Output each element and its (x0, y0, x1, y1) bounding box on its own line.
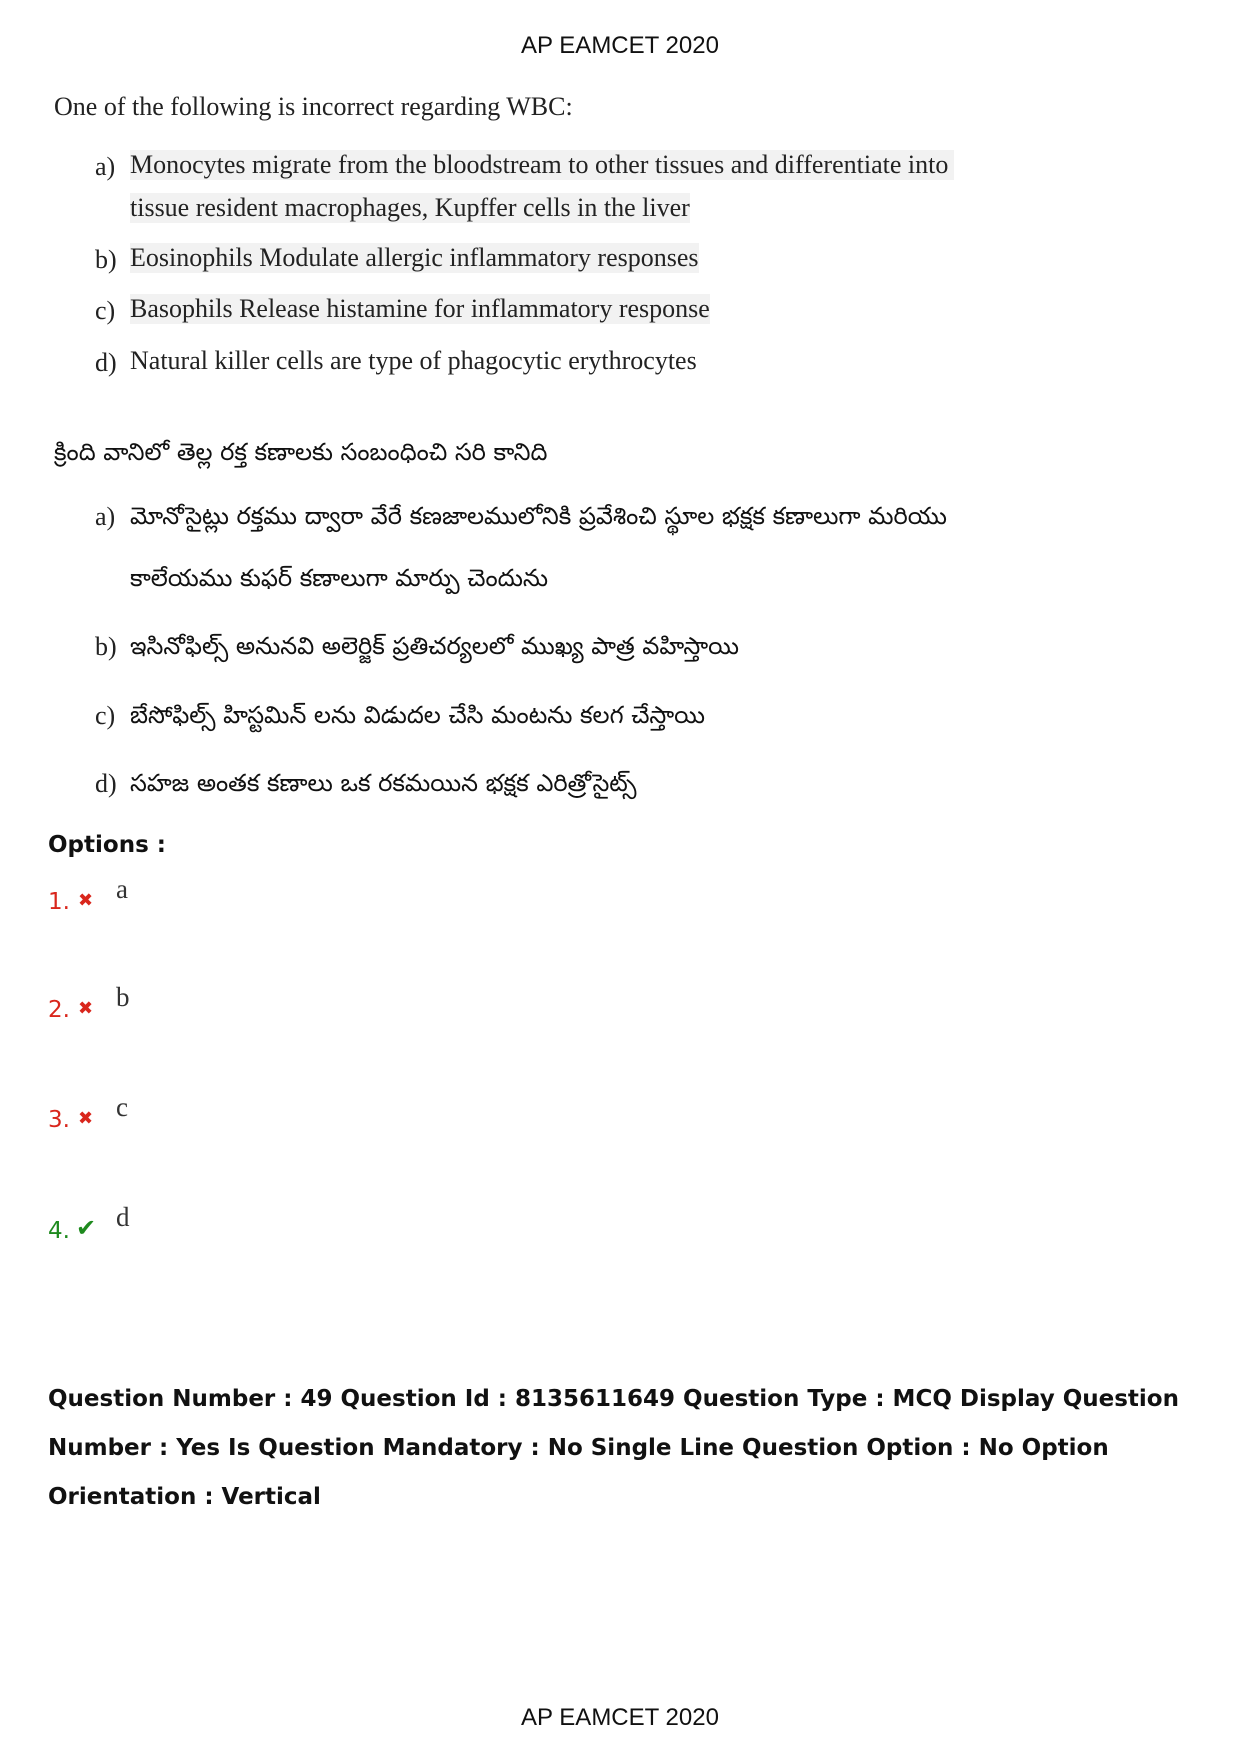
option-number: 3. (48, 1107, 70, 1133)
option-number: 4. (48, 1218, 70, 1244)
check-icon: ✔ (76, 1214, 97, 1242)
option-number: 1. (48, 889, 70, 915)
option-text-te-a: మోనోసైట్లు రక్తము ద్వారా వేరే కణజాలములోనికి ప్రవేశించి స్థూల భక్షక కణాలుగా మరియు (130, 502, 947, 530)
question-meta-line: Question Number : 49 Question Id : 8135611649 Question Type : MCQ Display Question (48, 1386, 1179, 1412)
option-label: b) (95, 632, 117, 661)
option-text-te-b: ఇసినోఫిల్స్ అనునవి అలెర్జిక్ ప్రతిచర్యలలో ముఖ్య పాత్ర వహిస్తాయి (130, 632, 739, 660)
option-label: a) (95, 152, 116, 181)
option-label: c) (95, 701, 116, 730)
option-label: b) (95, 245, 117, 274)
cross-icon: ✖ (78, 1108, 94, 1129)
cross-icon: ✖ (78, 998, 94, 1019)
option-text-b: Eosinophils Modulate allergic inflammatory responses (130, 243, 699, 272)
option-text-a: Monocytes migrate from the bloodstream to other tissues and differentiate into (130, 150, 954, 180)
option-value: d (116, 1202, 130, 1232)
option-text-te-a-cont: కాలేయము కుఫర్ కణాలుగా మార్పు చెందును (130, 564, 549, 592)
option-text-te-d: సహజ అంతక కణాలు ఒక రకమయిన భక్షక ఎరిత్రోసైట్స్ (130, 769, 637, 797)
option-value: c (116, 1092, 128, 1122)
option-text-te-c: బేసోఫిల్స్ హిస్టమిన్ లను విడుదల చేసి మంటను కలగ చేస్తాయి (130, 701, 706, 729)
option-label: d) (95, 769, 117, 798)
option-text-c: Basophils Release histamine for inflammatory response (130, 294, 710, 323)
option-label: d) (95, 348, 117, 377)
option-label: a) (95, 502, 116, 531)
option-value: a (116, 874, 128, 904)
question-stem-te: క్రింది వానిలో తెల్ల రక్త కణాలకు సంబంధించి సరి కానిది (54, 438, 548, 466)
options-heading: Options : (48, 832, 166, 858)
option-value: b (116, 982, 130, 1012)
option-number: 2. (48, 997, 70, 1023)
option-label: c) (95, 296, 116, 325)
cross-icon: ✖ (78, 890, 94, 911)
question-meta-line: Number : Yes Is Question Mandatory : No Single Line Question Option : No Option (48, 1435, 1109, 1461)
option-text-d: Natural killer cells are type of phagocytic erythrocytes (130, 346, 697, 375)
page-header: AP EAMCET 2020 (521, 32, 719, 59)
question-stem-en: One of the following is incorrect regarding WBC: (54, 92, 573, 121)
option-text-a-cont: tissue resident macrophages, Kupffer cells in the liver (130, 193, 690, 222)
question-meta-line: Orientation : Vertical (48, 1484, 321, 1510)
page-footer: AP EAMCET 2020 (521, 1704, 719, 1731)
